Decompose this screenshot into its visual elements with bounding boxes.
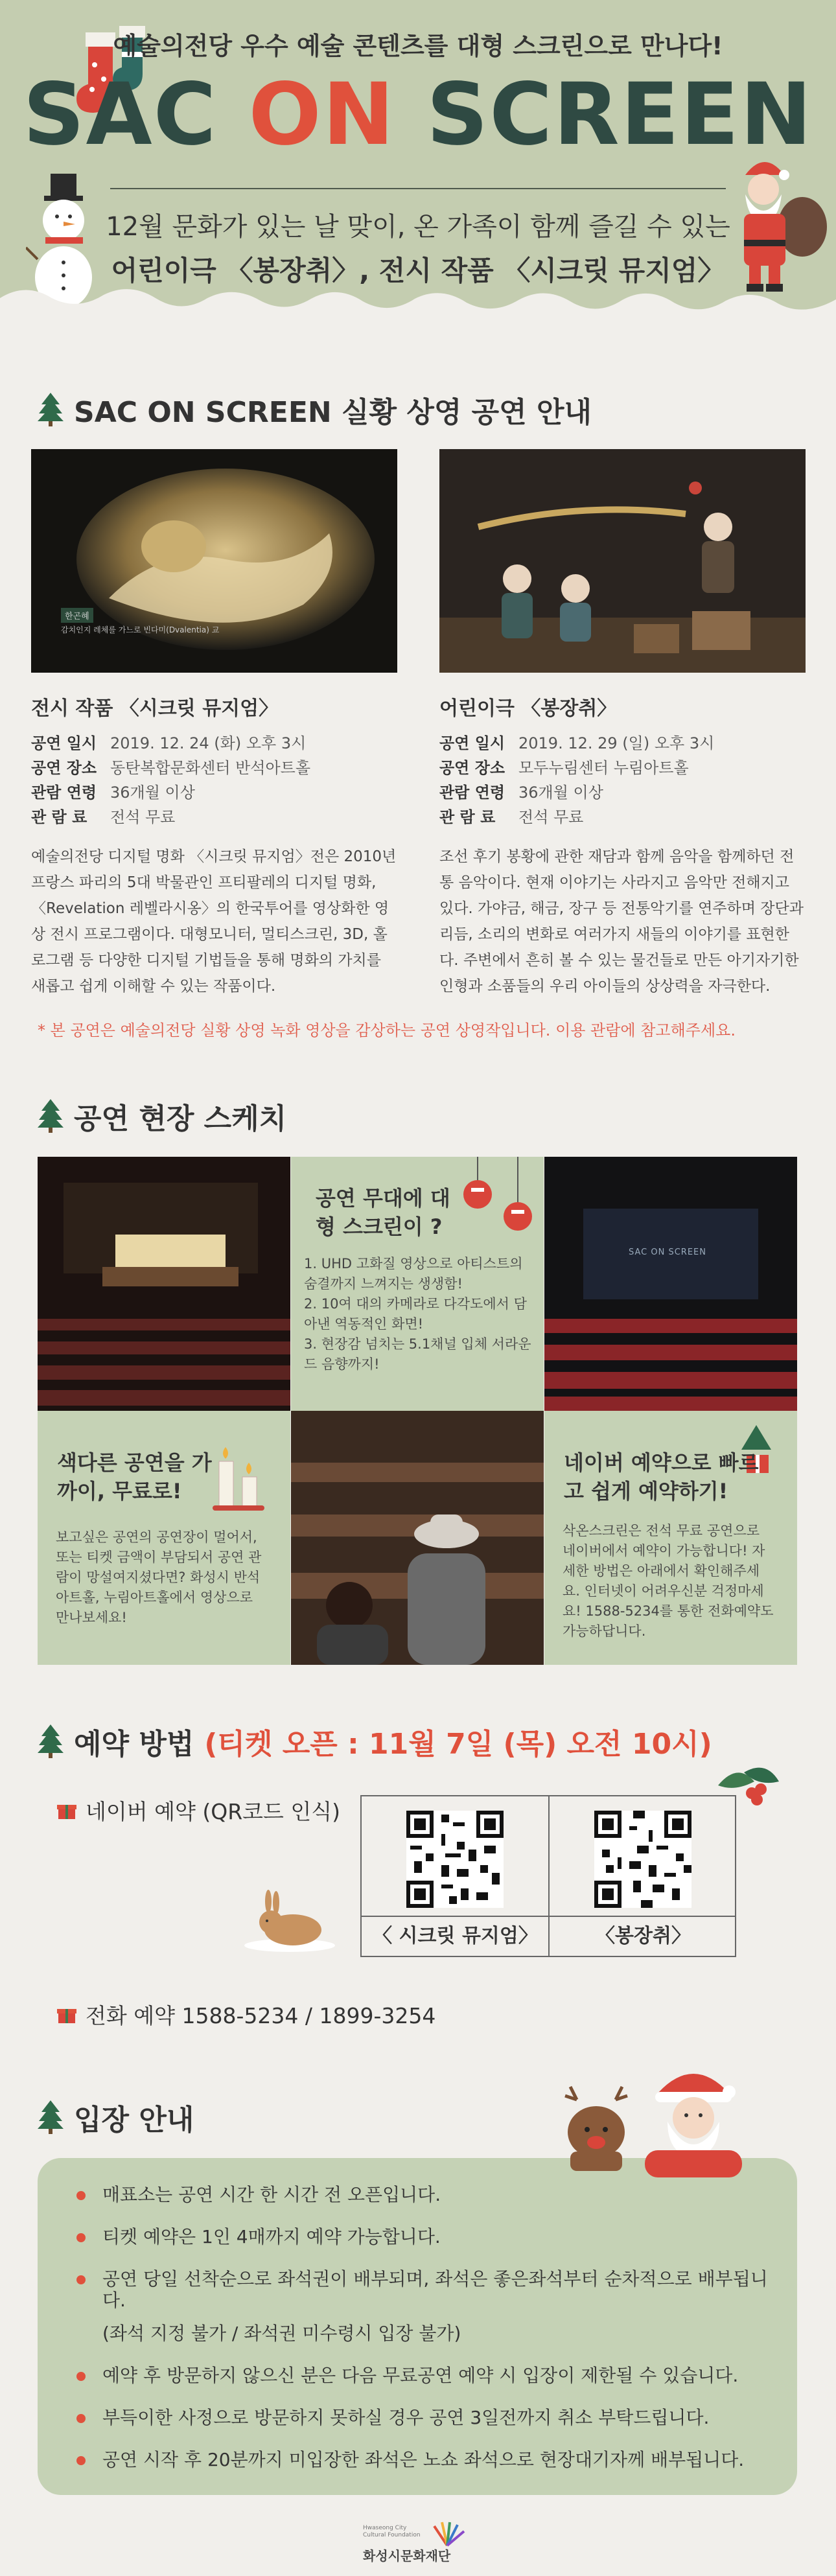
list-item: (좌석 지정 불가 / 좌석권 미수령시 입장 불가) <box>102 2323 461 2344</box>
info-key: 관 람 료 <box>31 808 87 826</box>
sketch-card-free-heading: 색다른 공연을 가까이, 무료로! <box>57 1450 212 1503</box>
section3-title <box>38 1721 712 1762</box>
sketch-card-free <box>38 1411 290 1665</box>
screen-label: SAC ON SCREEN <box>629 1247 706 1257</box>
logo-mark-icon <box>428 2521 467 2547</box>
bongjangchwi-info <box>439 731 806 830</box>
info-value: 2019. 12. 24 (화) 오후 3시 <box>110 734 307 752</box>
info-key: 공연 장소 <box>31 759 97 777</box>
logo-english-line2: Cultural Foundation <box>363 2532 421 2538</box>
info-row <box>439 731 806 756</box>
info-key: 관람 연령 <box>31 783 97 802</box>
header-line1: 12월 문화가 있는 날 맞이, 온 가족이 함께 즐길 수 있는 <box>106 212 730 242</box>
phone-reservation <box>57 1999 435 2030</box>
info-value: 전석 무료 <box>110 808 176 826</box>
section2-title-text: 공연 현장 스케치 <box>74 1102 287 1135</box>
secret-museum-photo <box>31 449 397 673</box>
info-key: 공연 일시 <box>31 734 97 752</box>
sketch-card-screen-heading: 공연 무대에 대형 스크린이 ? <box>316 1186 450 1239</box>
list-item: 2. 10여 대의 카메라로 다각도에서 담아낸 역동적인 화면! <box>304 1296 527 1332</box>
bongjangchwi-description: 조선 후기 봉황에 관한 재담과 함께 음악을 함께하던 전통 음악이다. 현재 이야기는 사라지고 음악만 전해지고 있다. 가야금, 해금, 장구 등 전통악기를 연주하며 장단과 리듬, 소리의 변화로 여러가지 새들의 이야기를 표현한다. 주변에서 흔히 볼 수 있는 물건들로 만든 아기자기한 인형과 소품들의 우리 아이들의 상상력을 자극한다. <box>439 848 804 995</box>
header-line2: 어린이극 〈봉장취〉, 전시 작품 〈시크릿 뮤지엄〉 <box>111 255 725 286</box>
stage-image <box>439 449 806 673</box>
naver-reservation-text: 네이버 예약 (QR코드 인식) <box>86 1799 341 1824</box>
title-part-on: ON <box>248 65 396 165</box>
santa-face-icon <box>632 2067 755 2177</box>
info-row <box>31 731 397 756</box>
info-value: 모두누림센터 누림아트홀 <box>518 759 689 777</box>
sketch-photo-stage <box>38 1157 290 1411</box>
list-item: 3. 현장감 넘치는 5.1채널 입체 서라운드 음향까지! <box>304 1336 531 1372</box>
info-key: 관 람 료 <box>439 808 496 826</box>
section4-title <box>38 2096 194 2138</box>
sketch-card-screen-list <box>304 1254 534 1375</box>
info-row <box>439 805 806 830</box>
performance-bongjangchwi <box>439 449 806 999</box>
list-item: 매표소는 공연 시간 한 시간 전 오픈입니다. <box>76 2184 776 2205</box>
qr-label-bongjangchwi: 〈봉장취〉 <box>596 1925 691 1947</box>
list-item: 공연 당일 선착순으로 좌석권이 배부되며, 좌석은 좋은좌석부터 순차적으로 배부됩니다. <box>76 2268 776 2311</box>
sketch-card-screen <box>291 1157 544 1411</box>
tree-icon <box>38 2100 64 2134</box>
sculpture-image <box>31 449 397 673</box>
section2-title <box>38 1095 286 1137</box>
section4-title-text: 입장 안내 <box>74 2104 194 2137</box>
qr-code-bongjangchwi[interactable] <box>594 1811 691 1908</box>
candle-icon <box>206 1443 271 1514</box>
screen-hall-image <box>544 1157 797 1411</box>
qr-label-secret-museum: 〈 시크릿 뮤지엄〉 <box>373 1925 538 1947</box>
performance-secret-museum <box>31 449 397 999</box>
info-key: 관람 연령 <box>439 783 505 802</box>
ornament-icon <box>453 1157 537 1241</box>
list-item: 예약 후 방문하지 않으신 분은 다음 무료공연 예약 시 입장이 제한될 수 있습니다. <box>76 2365 776 2386</box>
info-key: 공연 일시 <box>439 734 505 752</box>
entry-info-list <box>76 2184 776 2491</box>
gift-icon <box>57 1801 76 1820</box>
info-value: 36개월 이상 <box>110 783 195 802</box>
naver-reservation <box>57 1795 340 1826</box>
header-main-title <box>0 65 836 165</box>
audience-image <box>291 1411 544 1665</box>
secret-museum-heading: 전시 작품 〈시크릿 뮤지엄〉 <box>31 697 279 720</box>
list-item: 부득이한 사정으로 방문하지 못하실 경우 공연 3일전까지 취소 부탁드립니다. <box>76 2407 776 2428</box>
list-item: 티켓 예약은 1인 4매까지 예약 가능합니다. <box>76 2226 776 2247</box>
sketch-card-naver-text: 삭온스크린은 전석 무료 공연으로 네이버에서 예약이 가능합니다! 자세한 방법은 아래에서 확인해주세요. 인터넷이 어려우신분 걱정마세요! 1588-5234를 통한 전화예약도 가능하답니다. <box>563 1523 774 1639</box>
header-banner <box>0 0 836 324</box>
sketch-card-naver-heading: 네이버 예약으로 빠르고 쉽게 예약하기! <box>564 1450 759 1503</box>
info-row <box>31 805 397 830</box>
sketch-card-naver <box>544 1411 797 1665</box>
snow-border <box>0 279 836 324</box>
ticket-open-date: (티켓 오픈 : 11월 7일 (목) 오전 10시) <box>204 1728 712 1761</box>
logo-english-line1: Hwaseong City <box>363 2525 407 2531</box>
info-row <box>439 780 806 805</box>
foundation-logo <box>363 2521 473 2566</box>
secret-museum-info <box>31 731 397 830</box>
sketch-photo-screen <box>544 1157 797 1411</box>
screening-notice: * 본 공연은 예술의전당 실황 상영 녹화 영상을 감상하는 공연 상영작입니다. 이용 관람에 참고해주세요. <box>38 1021 736 1039</box>
tree-icon <box>38 393 64 426</box>
gift-icon <box>57 2005 76 2025</box>
info-row <box>31 780 397 805</box>
logo-name: 화성시문화재단 <box>363 2548 451 2564</box>
bongjangchwi-heading: 어린이극 〈봉장취〉 <box>439 697 617 720</box>
photo-subcaption: 감치인지 레체를 가느로 빈다미(Dvalentia) 교 <box>61 625 220 634</box>
sketch-card-free-text: 보고싶은 공연의 공연장이 멀어서, 또는 티켓 금액이 부담되서 공연 관람이 망설여지셨다면? 화성시 반석아트홀, 누림아트홀에서 영상으로 만나보세요! <box>56 1529 262 1625</box>
logo-english <box>363 2525 421 2539</box>
info-key: 공연 장소 <box>439 759 505 777</box>
title-part-sac: SAC <box>23 65 249 165</box>
info-value: 전석 무료 <box>518 808 584 826</box>
secret-museum-description: 예술의전당 디지털 명화 〈시크릿 뮤지엄〉전은 2010년 프랑스 파리의 5대 박물관인 프티팔레의 디지털 명화, 〈Revelation 레벨라시옹〉의 한국투어를 영상화한 영상 전시 프로그램이다. 대형모니터, 멀티스크린, 3D, 홀로그램 등 다양한 디지털 기법들을 통해 명화의 가치를 새롭고 쉽게 이해할 수 있는 작품이다. <box>31 848 397 995</box>
reindeer-icon <box>557 2080 642 2171</box>
qr-code-table <box>360 1795 736 1957</box>
photo-caption: 한곤혜 <box>61 608 93 623</box>
section3-title-text: 예약 방법 <box>74 1728 194 1761</box>
concert-hall-image <box>38 1157 290 1411</box>
header-divider <box>110 188 726 189</box>
list-item: 공연 시작 후 20분까지 미입장한 좌석은 노쇼 좌석으로 현장대기자께 배부됩니다. <box>76 2449 776 2470</box>
list-item: 1. UHD 고화질 영상으로 아티스트의 숨결까지 느껴지는 생생함! <box>304 1256 523 1292</box>
sketch-grid <box>38 1157 797 1665</box>
sketch-photo-audience <box>291 1411 544 1665</box>
info-value: 2019. 12. 29 (일) 오후 3시 <box>518 734 715 752</box>
bongjangchwi-photo <box>439 449 806 673</box>
title-part-screen: SCREEN <box>395 65 813 165</box>
section1-title <box>38 389 592 430</box>
tree-icon <box>38 1099 64 1133</box>
info-row <box>439 756 806 780</box>
info-value: 동탄복합문화센터 반석아트홀 <box>110 759 311 777</box>
info-value: 36개월 이상 <box>518 783 603 802</box>
tree-icon <box>38 1724 64 1758</box>
info-row <box>31 756 397 780</box>
rabbit-icon <box>241 1887 338 1952</box>
entry-info-box <box>38 2158 797 2495</box>
phone-reservation-text: 전화 예약 1588-5234 / 1899-3254 <box>86 2003 436 2028</box>
header-subtitle: 예술의전당 우수 예술 콘텐츠를 대형 스크린으로 만나다! <box>113 32 723 60</box>
qr-code-secret-museum[interactable] <box>406 1811 504 1908</box>
section1-title-text: SAC ON SCREEN 실황 상영 공연 안내 <box>74 396 592 429</box>
